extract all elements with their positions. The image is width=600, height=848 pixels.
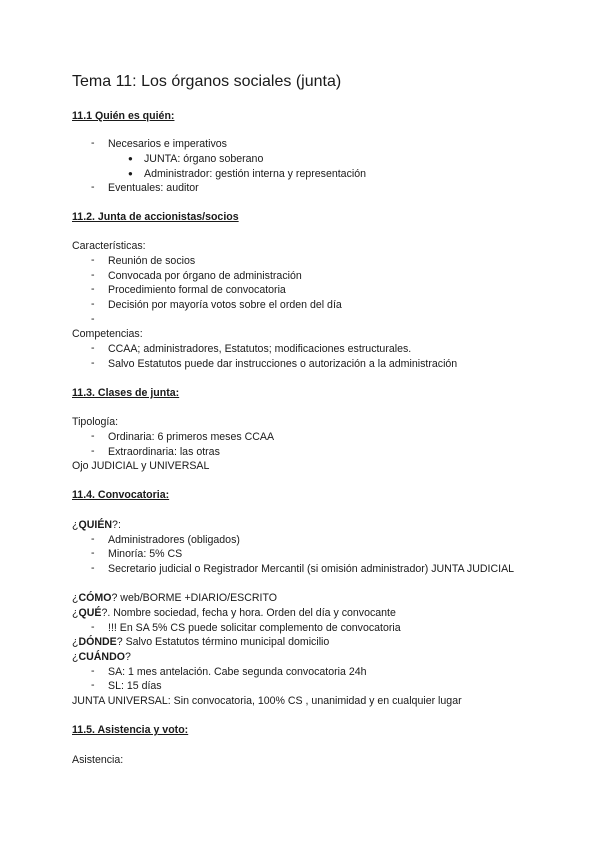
dash-marker: -	[91, 533, 95, 545]
section-heading-11-5: 11.5. Asistencia y voto:	[72, 724, 189, 736]
dash-marker: -	[91, 181, 95, 193]
section-heading-11-1: 11.1 Quién es quién:	[72, 110, 175, 122]
dash-marker: -	[91, 298, 95, 310]
list-item: Decisión por mayoría votos sobre el orden del día	[108, 299, 342, 311]
label-asistencia: Asistencia:	[72, 754, 124, 766]
dash-marker: -	[91, 357, 95, 369]
list-item: SA: 1 mes antelación. Cabe segunda convocatoria 24h	[108, 666, 367, 678]
list-item: !!! En SA 5% CS puede solicitar complemento de convocatoria	[108, 622, 401, 634]
list-item: Necesarios e imperativos	[108, 138, 227, 150]
list-item: SL: 15 días	[108, 680, 162, 692]
list-item: Salvo Estatutos puede dar instrucciones o autorización a la administración	[108, 358, 458, 370]
dash-marker: -	[91, 621, 95, 633]
list-item: Eventuales: auditor	[108, 182, 199, 194]
section-heading-11-4: 11.4. Convocatoria:	[72, 489, 170, 501]
list-item: Minoría: 5% CS	[108, 548, 183, 560]
list-item: Extraordinaria: las otras	[108, 446, 220, 458]
list-item: Administradores (obligados)	[108, 534, 240, 546]
question-que: ¿QUÉ?. Nombre sociedad, fecha y hora. Orden del día y convocante	[72, 607, 396, 619]
question-cuando: ¿CUÁNDO?	[72, 651, 131, 663]
list-item: Ordinaria: 6 primeros meses CCAA	[108, 431, 275, 443]
bullet-marker: ●	[128, 154, 133, 163]
question-como: ¿CÓMO? web/BORME +DIARIO/ESCRITO	[72, 592, 277, 604]
list-item: Reunión de socios	[108, 255, 196, 267]
list-item: CCAA; administradores, Estatutos; modificaciones estructurales.	[108, 343, 412, 355]
section-heading-11-2: 11.2. Junta de accionistas/socios	[72, 211, 239, 223]
page-title: Tema 11: Los órganos sociales (junta)	[72, 73, 342, 90]
note-ojo: Ojo JUDICIAL y UNIVERSAL	[72, 460, 210, 472]
dash-marker: -	[91, 430, 95, 442]
dash-marker: -	[91, 665, 95, 677]
dash-marker: -	[91, 283, 95, 295]
section-heading-11-3: 11.3. Clases de junta:	[72, 387, 180, 399]
label-caracteristicas: Características:	[72, 240, 146, 252]
dash-marker: -	[91, 445, 95, 457]
dash-marker: -	[91, 137, 95, 149]
dash-marker: -	[91, 679, 95, 691]
list-item: Convocada por órgano de administración	[108, 270, 302, 282]
note-junta-universal: JUNTA UNIVERSAL: Sin convocatoria, 100% CS , unanimidad y en cualquier lugar	[72, 695, 462, 707]
question-quien: ¿QUIÉN?:	[72, 519, 121, 531]
dash-marker: -	[91, 562, 95, 574]
list-subitem: Administrador: gestión interna y representación	[144, 168, 366, 180]
dash-marker: -	[91, 342, 95, 354]
list-item: Procedimiento formal de convocatoria	[108, 284, 286, 296]
list-item: Secretario judicial o Registrador Mercantil (si omisión administrador) JUNTA JUDICIAL	[108, 563, 515, 575]
dash-marker: -	[91, 269, 95, 281]
question-donde: ¿DÓNDE? Salvo Estatutos término municipal domicilio	[72, 636, 330, 648]
dash-marker: -	[91, 313, 95, 325]
label-tipologia: Tipología:	[72, 416, 119, 428]
label-competencias: Competencias:	[72, 328, 143, 340]
dash-marker: -	[91, 547, 95, 559]
dash-marker: -	[91, 254, 95, 266]
list-subitem: JUNTA: órgano soberano	[144, 153, 264, 165]
bullet-marker: ●	[128, 169, 133, 178]
